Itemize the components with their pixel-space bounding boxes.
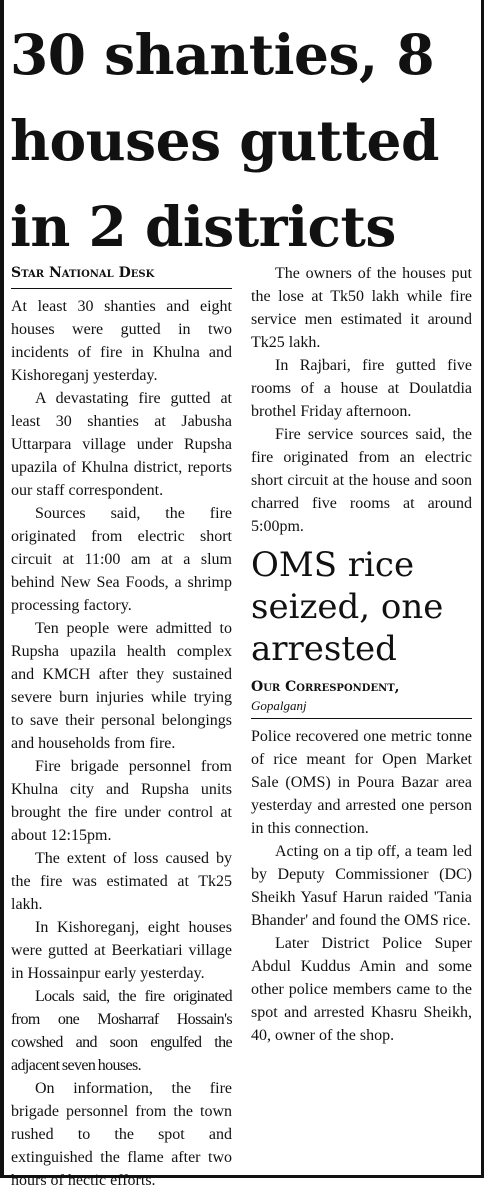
- byline-rule: [251, 718, 472, 719]
- byline-rule: [11, 288, 232, 289]
- story2-dateline: Gopalganj: [251, 698, 307, 713]
- main-headline: 30 shanties, 8 houses gutted in 2 districts: [10, 22, 439, 259]
- story1-paragraph: Locals said, the fire originated from one Mosharraf Hossain's cowshed and soon engulfed the adjacent seven houses.: [11, 988, 232, 1074]
- story1-paragraph: The extent of loss caused by the fire was estimated at Tk25 lakh.: [11, 850, 232, 913]
- story2-headline: OMS rice seized, one arrested: [251, 545, 444, 669]
- left-column: [11, 262, 232, 1192]
- story1-paragraph: Fire service sources said, the fire originated from an electric short circuit at the house and soon charred five rooms at around 5:00pm.: [251, 426, 472, 535]
- right-column: [251, 262, 472, 1047]
- story1-byline: Star National Desk: [11, 265, 155, 281]
- story2-paragraph: Acting on a tip off, a team led by Deputy Commissioner (DC) Sheikh Yasuf Harun raided 'Tania Bhander' and found the OMS rice.: [251, 843, 472, 929]
- story1-paragraph: Ten people were admitted to Rupsha upazila health complex and KMCH after they sustained severe burn injuries while trying to save their personal belongings and households from fire.: [11, 620, 232, 752]
- story2-paragraph: Later District Police Super Abdul Kuddus Amin and some other police members came to the spot and arrested Khasru Sheikh, 40, owner of the shop.: [251, 935, 472, 1044]
- story1-paragraph: On information, the fire brigade personnel from the town rushed to the spot and extinguished the flame after two hours of hectic efforts.: [11, 1080, 232, 1189]
- story1-paragraph: The owners of the houses put the lose at Tk50 lakh while fire service men estimated it around Tk25 lakh.: [251, 265, 472, 351]
- story2-byline: Our Correspondent,: [251, 679, 400, 695]
- story1-paragraph: Sources said, the fire originated from electric short circuit at 11:00 am at a slum behind New Sea Foods, a shrimp processing factory.: [11, 505, 232, 614]
- story1-paragraph: In Rajbari, fire gutted five rooms of a house at Doulatdia brothel Friday afternoon.: [251, 357, 472, 420]
- story1-paragraph: A devastating fire gutted at least 30 shanties at Jabusha Uttarpara village under Rupsha upazila of Khulna district, reports our staff correspondent.: [11, 390, 232, 499]
- story1-paragraph: At least 30 shanties and eight houses were gutted in two incidents of fire in Khulna and Kishoreganj yesterday.: [11, 298, 232, 384]
- story2-paragraph: Police recovered one metric tonne of rice meant for Open Market Sale (OMS) in Poura Bazar area yesterday and arrested one person in this connection.: [251, 728, 472, 837]
- story1-paragraph: Fire brigade personnel from Khulna city and Rupsha units brought the fire under control at about 12:15pm.: [11, 758, 232, 844]
- story1-paragraph: In Kishoreganj, eight houses were gutted at Beerkatiari village in Hossainpur early yesterday.: [11, 919, 232, 982]
